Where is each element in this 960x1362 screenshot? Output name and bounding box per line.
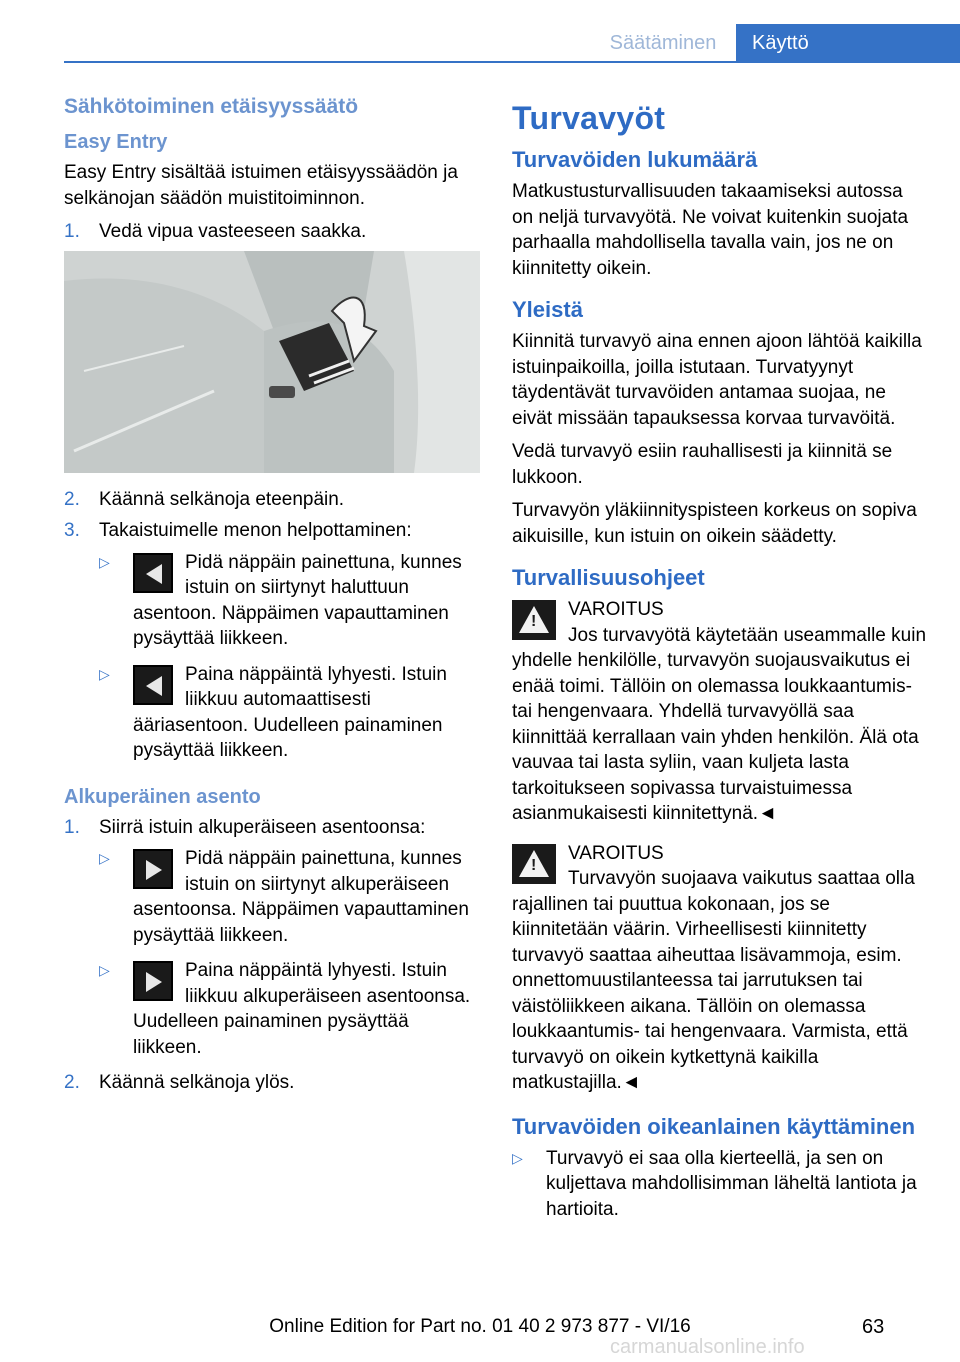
arrow-right-button-icon (133, 849, 173, 889)
warning-block (512, 597, 928, 827)
list-item-text: Paina näppäintä lyhyesti. Istuin liikkuu automaattisesti ääriasentoon. Uudelleen painaminen pysäyttää liikkeen. (133, 663, 447, 761)
arrow-left-button-icon (133, 665, 173, 705)
list-item-text: Turvavyö ei saa olla kierteellä, ja sen on kuljettava mahdollisimman läheltä lantiota ja hartioita. (546, 1147, 917, 1220)
chapter-tab: Käyttö (736, 24, 960, 62)
step-text: Käännä selkänoja ylös. (99, 1072, 295, 1093)
header-rule (64, 61, 960, 63)
step-text: Takaistuimelle menon helpottaminen: (99, 520, 412, 541)
count-text: Matkustusturvallisuuden takaamiseksi autossa on neljä turvavyötä. Ne voivat kuitenkin suojata parhaalla mahdollisella tavalla vain, jos ne on kiinnitetty oikein. (512, 181, 909, 279)
watermark: carmanualsonline.info (610, 1336, 805, 1358)
list-item-text: Paina näppäintä lyhyesti. Istuin liikkuu alkuperäiseen asentoonsa. Uudelleen painaminen pysäyttää liikkeen. (133, 960, 471, 1058)
warning-triangle-icon: ! (512, 600, 556, 640)
original-position-heading: Alkuperäinen asento (64, 785, 261, 808)
arrow-right-button-icon (133, 961, 173, 1001)
step-number: 1. (64, 816, 80, 838)
section-title: Sähkötoiminen etäisyyssäätö (64, 95, 359, 118)
count-heading: Turvavöiden lukumäärä (512, 147, 758, 172)
seat-lever-photo (64, 251, 480, 473)
right-column (512, 100, 928, 1232)
general-heading: Yleistä (512, 297, 583, 322)
general-paragraph: Turvavyön yläkiinnityspisteen korkeus on sopiva aikuisille, kun istuin on oikein säädetty. (512, 500, 917, 547)
chapter-title: Turvavyöt (512, 100, 666, 136)
triangle-bullet-icon: ▷ (99, 962, 110, 978)
step-item (64, 815, 480, 841)
warning-block (512, 841, 928, 1096)
easy-entry-intro: Easy Entry sisältää istuimen etäisyyssäädön ja selkänojan säädön muistitoiminnon. (64, 162, 458, 209)
warning-text: Jos turvavyötä käytetään useammalle kuin yhdelle henkilölle, turvavyön suojausvaikutus ei enää toimi. Tällöin on olemassa loukkaantumis- tai hengenvaara. Yhdellä turvavyöllä saa kiinnittää kerrallaan vain yhden henkilön. Älä ota vauvaa tai lasta syliin, vaan kuljeta lasta tarkoitukseen sopivassa turvaistuimessa asianmukaisesti kiinnitettynä.◄ (512, 624, 927, 824)
section-tab: Säätäminen (609, 32, 717, 54)
step-item (64, 1070, 480, 1096)
step-text: Käännä selkänoja eteenpäin. (99, 488, 345, 510)
list-item-text: Pidä näppäin painettuna, kunnes istuin on siirtynyt haluttuun asentoon. Näppäimen vapauttaminen pysäyttää liikkeen. (133, 551, 462, 649)
safety-heading: Turvallisuusohjeet (512, 565, 705, 590)
triangle-bullet-icon: ▷ (99, 553, 110, 570)
step-item (64, 219, 480, 245)
list-item (512, 1146, 928, 1223)
step-number: 1. (64, 221, 80, 242)
list-item (99, 550, 480, 652)
arrow-left-button-icon (133, 553, 173, 593)
step-number: 2. (64, 488, 80, 510)
usage-heading: Turvavöiden oikeanlainen käyttäminen (512, 1113, 916, 1139)
step-text: Vedä vipua vasteeseen saakka. (99, 221, 367, 242)
step-text: Siirrä istuin alkuperäiseen asentoonsa: (99, 816, 426, 838)
step-number: 3. (64, 520, 80, 541)
general-paragraph: Vedä turvavyö esiin rauhallisesti ja kiinnitä se lukkoon. (512, 441, 893, 488)
list-item (99, 958, 480, 1060)
list-item (99, 662, 480, 764)
step-item (64, 487, 480, 513)
page-header (0, 24, 960, 62)
general-paragraph: Kiinnitä turvavyö aina ennen ajoon lähtöä kaikilla istuinpaikoilla, joilla istutaan. Turvatyynyt täydentävät turvavöiden antamaa suojaa, ne eivät missään tapauksessa korvaa turvavöitä. (512, 331, 922, 429)
triangle-bullet-icon: ▷ (99, 850, 110, 866)
warning-label: VAROITUS (568, 842, 664, 864)
triangle-bullet-icon: ▷ (512, 1149, 523, 1166)
left-column (64, 95, 480, 1102)
list-item (99, 846, 480, 948)
edition-footer: Online Edition for Part no. 01 40 2 973 877 - VI/16 (269, 1316, 691, 1337)
triangle-bullet-icon: ▷ (99, 665, 110, 682)
page-number: 63 (862, 1316, 885, 1338)
warning-label: VAROITUS (568, 599, 664, 620)
step-number: 2. (64, 1072, 80, 1093)
warning-text: Turvavyön suojaava vaikutus saattaa olla rajallinen tai puuttua kokonaan, jos se kiinnitetään väärin. Virheellisesti kiinnitetty turvavyö saattaa aiheuttaa lisävammoja, esim. onnettomuustilanteessa tai jarrutuksen tai väistöliikkeen aikana. Tällöin on olemassa loukkaantumis- tai hengenvaara. Varmista, että turvavyö on oikein kytkettynä kaikilla matkustajilla.◄ (512, 868, 915, 1093)
easy-entry-heading: Easy Entry (64, 131, 168, 153)
warning-triangle-icon: ! (512, 844, 556, 884)
step-item (64, 518, 480, 544)
list-item-text: Pidä näppäin painettuna, kunnes istuin on siirtynyt alkuperäiseen asentoonsa. Näppäimen vapauttaminen pysäyttää liikkeen. (133, 848, 469, 946)
